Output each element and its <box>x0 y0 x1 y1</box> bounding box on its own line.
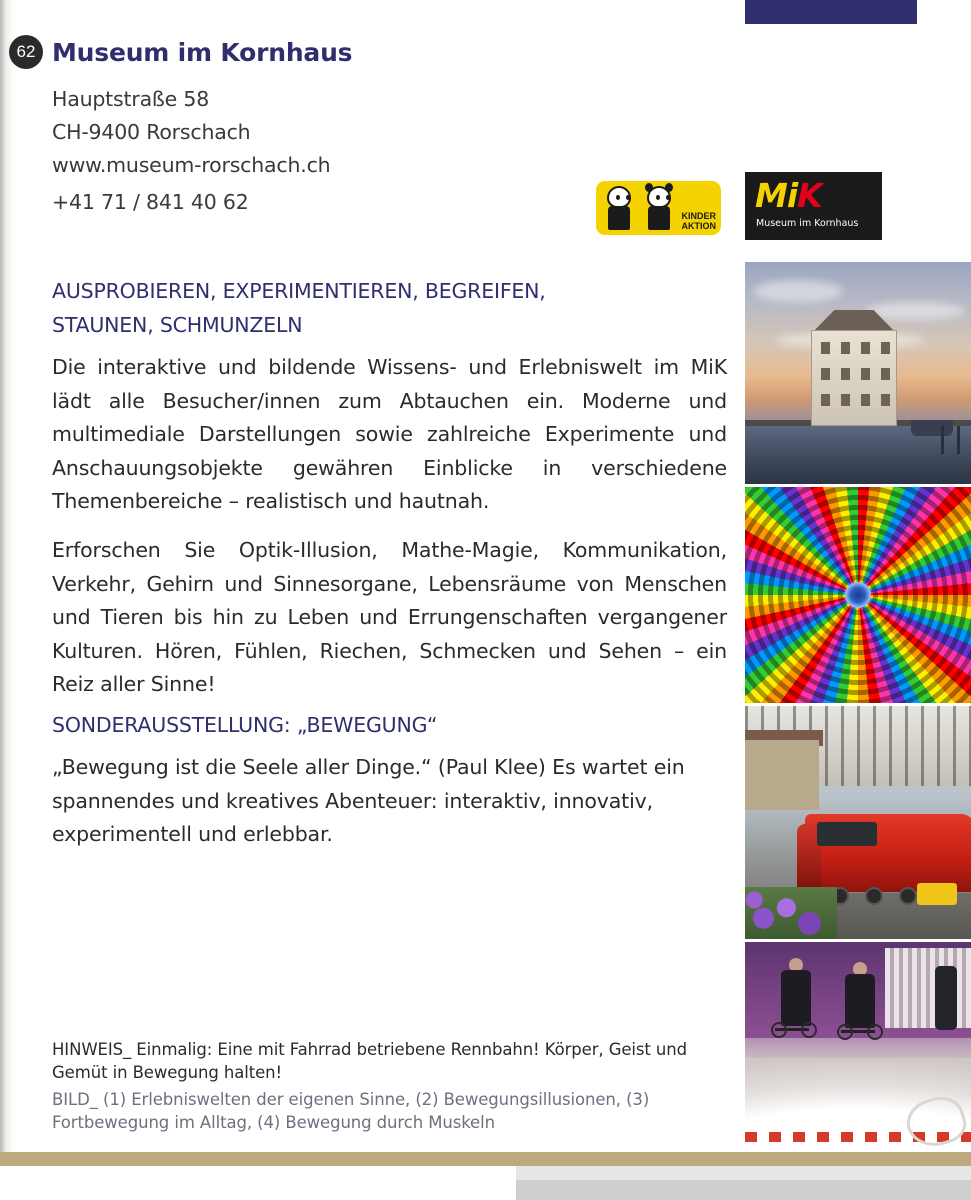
paragraph-special-exhibition: „Bewegung ist die Seele aller Dinge.“ (Paul Klee) Es wartet ein spannendes und kreatives Abenteuer: interaktiv, innovativ, experimentell und erlebbar. <box>52 755 685 846</box>
logo-background-filler <box>882 172 971 240</box>
mik-logo <box>745 172 882 240</box>
venue-phone: +41 71 / 841 40 62 <box>52 190 249 214</box>
page-bottom-bar <box>0 1152 971 1166</box>
section-heading-special-exhibition: SONDERAUSSTELLUNG: „BEWEGUNG“ <box>52 713 438 737</box>
section-heading-line1: AUSPROBIEREN, EXPERIMENTIEREN, BEGREIFEN, <box>52 279 546 303</box>
mik-logo-subtitle: Museum im Kornhaus <box>756 218 859 229</box>
kinder-aktion-badge <box>596 181 721 235</box>
page-left-shadow <box>0 0 5 1160</box>
scan-background-dark <box>516 1180 971 1200</box>
photo-optical-illusion <box>745 487 971 703</box>
kinder-aktion-label: KINDER AKTION <box>681 211 716 231</box>
two-children-icon <box>604 186 682 230</box>
scan-background-light <box>516 1166 971 1180</box>
section-heading-line2: STAUNEN, SCHMUNZELN <box>52 313 303 337</box>
photo-bike-track <box>745 942 971 1152</box>
footer-note-hinweis: HINWEIS_ Einmalig: Eine mit Fahrrad betriebene Rennbahn! Körper, Geist und Gemüt in Bewegung halten! <box>52 1040 688 1082</box>
top-blue-band <box>745 0 917 24</box>
paragraph-intro: Die interaktive und bildende Wissens- und Erlebniswelt im MiK lädt alle Besucher/innen zum Abtauchen ein. Moderne und multimediale Darstellungen sowie zahlreiche Experimente und Anschauungsobjekte gewähren Einblicke in verschiedene Themenbereiche – realistisch und hautnah. <box>52 355 727 513</box>
venue-street: Hauptstraße 58 <box>52 87 210 111</box>
standing-person <box>935 966 957 1030</box>
page-title: Museum im Kornhaus <box>52 38 353 67</box>
page-number-badge: 62 <box>9 35 43 69</box>
photo-red-locomotive <box>745 706 971 939</box>
venue-city: CH-9400 Rorschach <box>52 120 251 144</box>
venue-website[interactable]: www.museum-rorschach.ch <box>52 153 331 177</box>
mik-logo-word: MiK <box>755 176 822 215</box>
footer-note-bild: BILD_ (1) Erlebniswelten der eigenen Sinne, (2) Bewegungsillusionen, (3) Fortbewegung im Alltag, (4) Bewegung durch Muskeln <box>52 1090 650 1132</box>
paragraph-themes: Erforschen Sie Optik-Illusion, Mathe-Magie, Kommunikation, Verkehr, Gehirn und Sinnesorgane, Lebensräume von Menschen und Tieren bis hin zu Leben und Errungenschaften vergangener Kulturen. Hören, Fühlen, Riechen, Schmecken und Sehen – ein Reiz aller Sinne! <box>52 538 727 696</box>
photo-museum-building <box>745 262 971 484</box>
top-white-gap <box>917 0 971 24</box>
